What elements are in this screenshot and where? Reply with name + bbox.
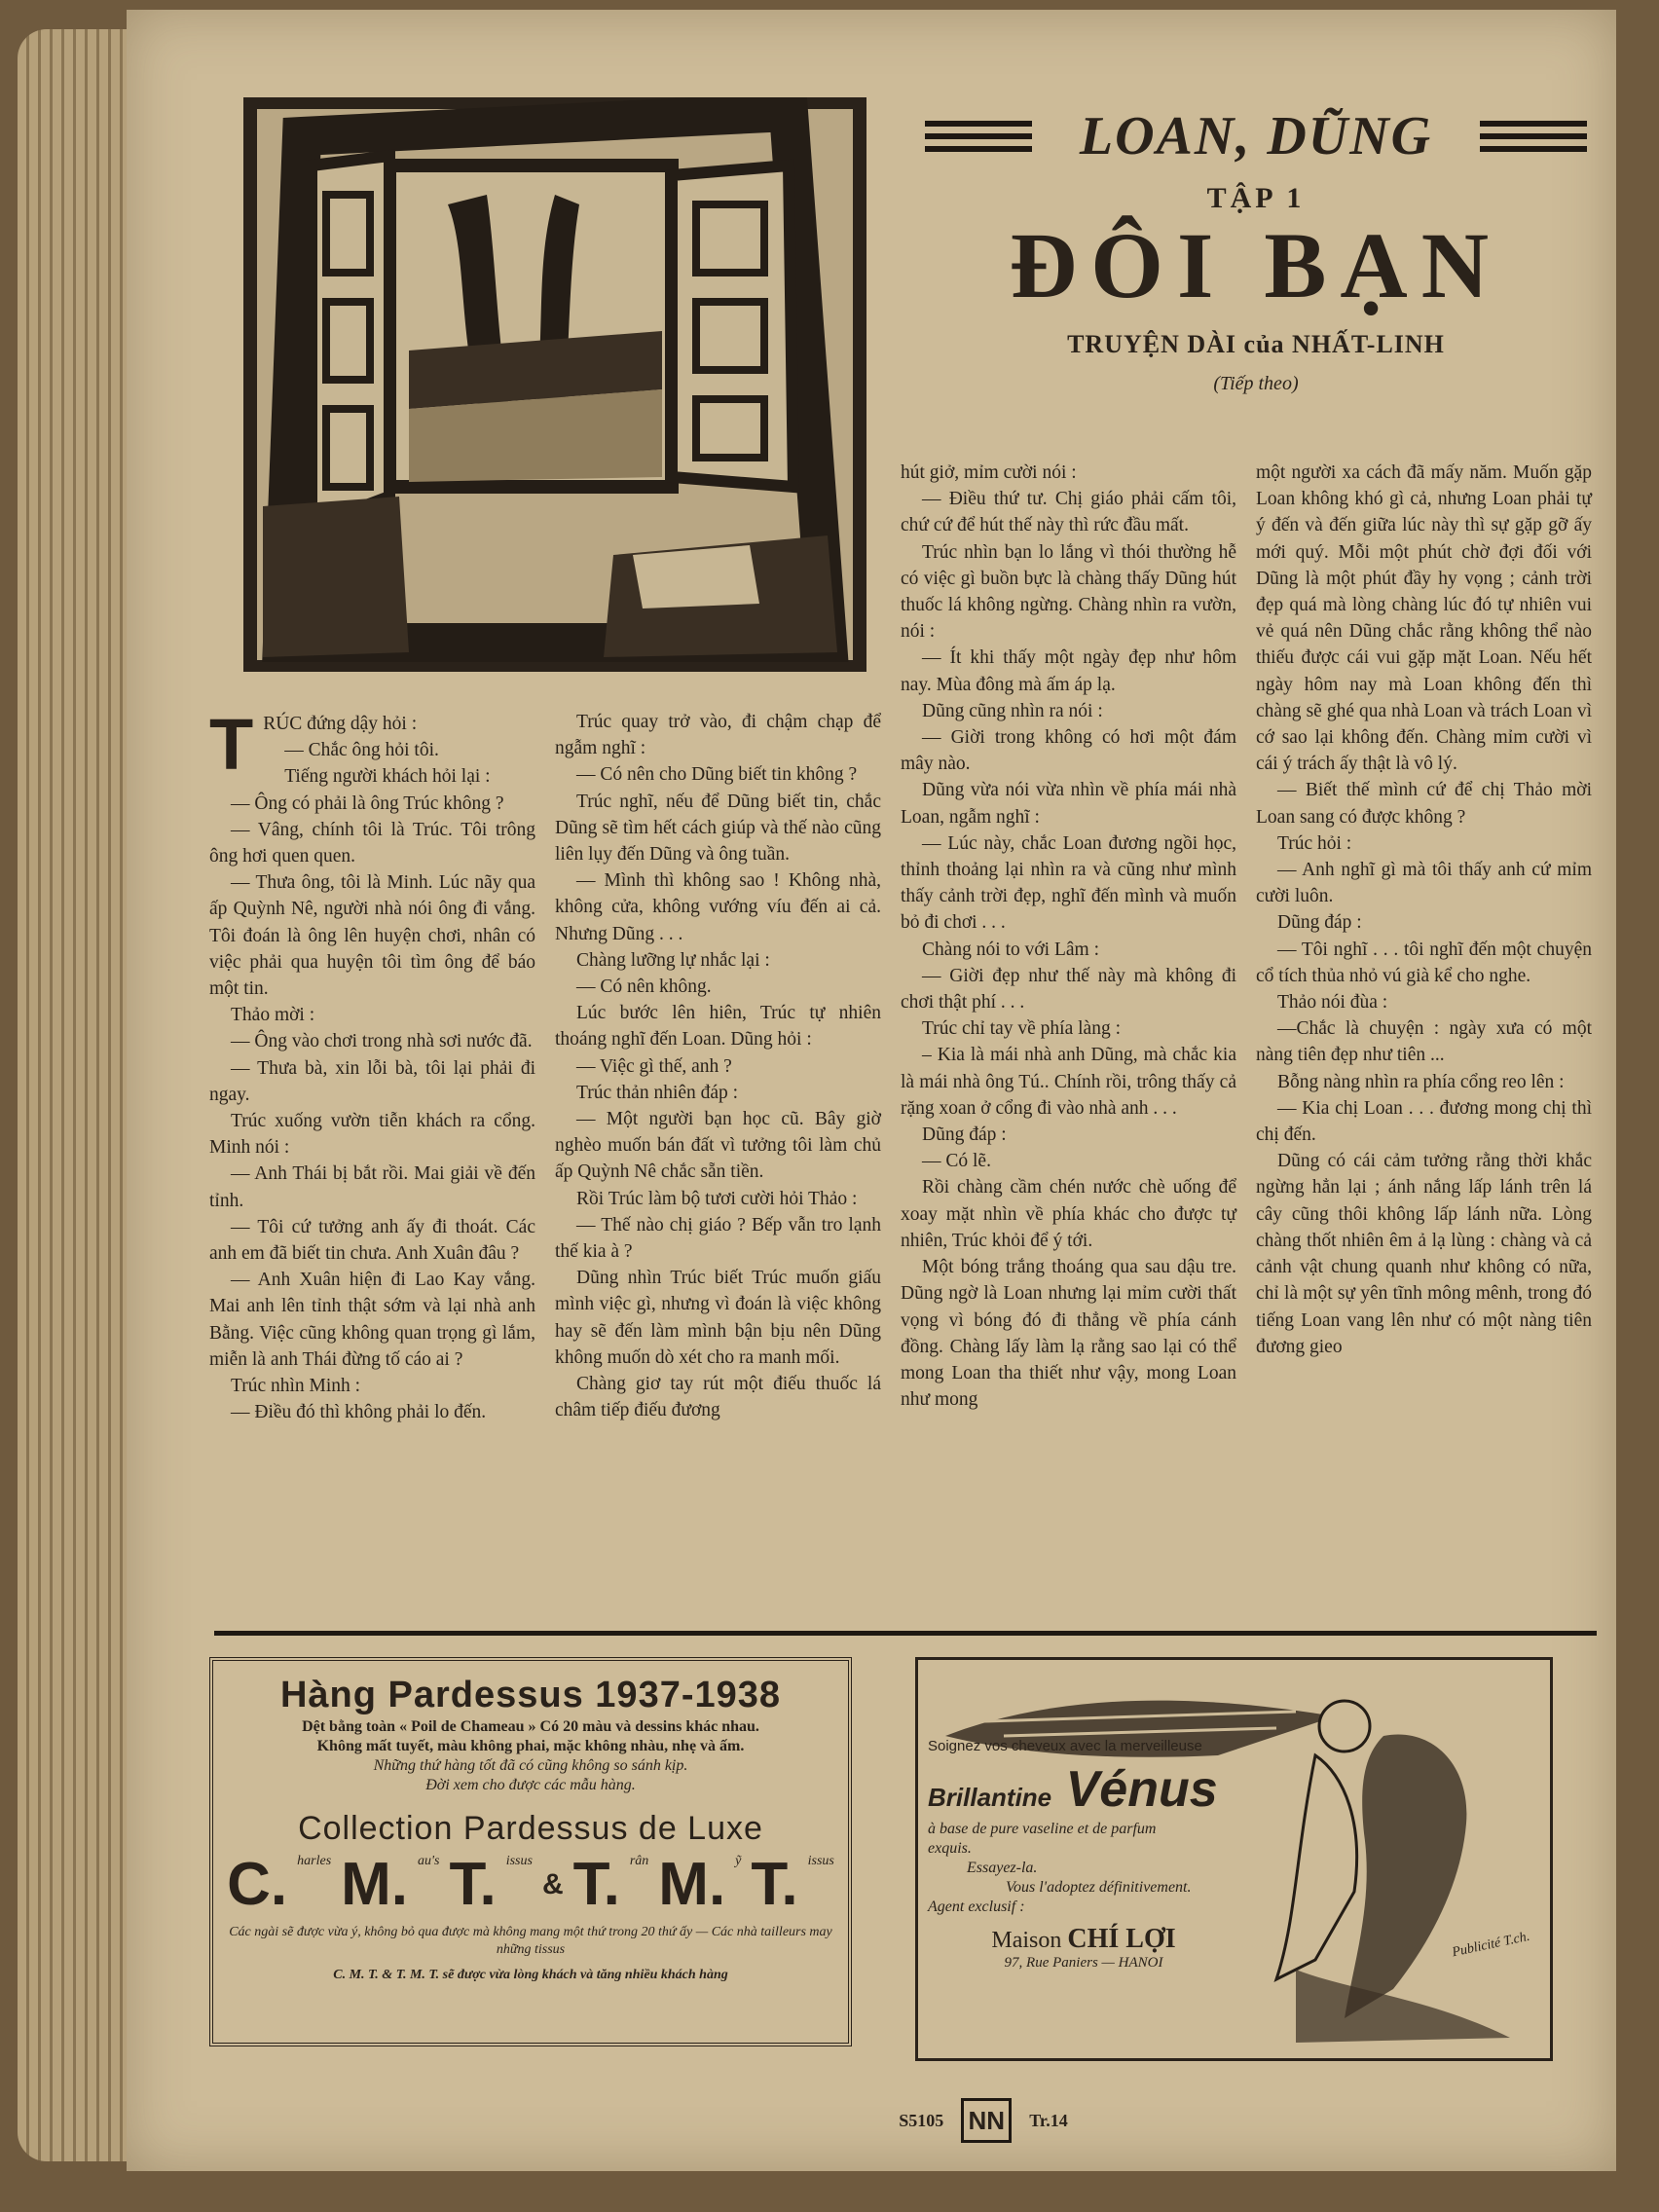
paragraph: Thảo mời :	[231, 1005, 315, 1026]
decorative-rule-left	[925, 114, 1032, 159]
paragraph: Lúc bước lên hiên, Trúc tự nhiên thoáng nghĩ đến Loan. Dũng hỏi :	[555, 1003, 881, 1051]
monogram-sub: harles	[297, 1854, 332, 1868]
ad-address: 97, Rue Paniers — HANOI	[1004, 1955, 1163, 1971]
drop-cap: T	[209, 704, 254, 785]
paragraph: — Lúc này, chắc Loan đương ngồi học, thỉnh thoảng lại nhìn ra và cũng như mình thấy cảnh trời đẹp, nghĩ đến mình và muốn bỏ đi chơi . . .	[901, 832, 1236, 934]
venus-brillantine-advertisement	[915, 1657, 1553, 2061]
paragraph: — Tôi cứ tưởng anh ấy đi thoát. Các anh em đã biết tin chưa. Anh Xuân đâu ?	[209, 1216, 535, 1265]
paragraph: — Việc gì thế, anh ?	[576, 1055, 732, 1077]
paragraph: Dũng cũng nhìn ra nói :	[922, 700, 1103, 721]
brand-word: Vénus	[1065, 1761, 1218, 1818]
brand-prefix: Brillantine	[928, 1783, 1052, 1812]
ad-line: Essayez-la.	[967, 1860, 1038, 1876]
paragraph: Trúc thản nhiên đáp :	[576, 1082, 739, 1103]
paragraph: — Giời trong không có hơi một đám mây nào.	[901, 727, 1236, 775]
paragraph: —Chắc là chuyện : ngày xưa có một nàng tiên đẹp như tiên ...	[1256, 1018, 1592, 1066]
monogram-letter: T.	[572, 1851, 620, 1918]
section-divider	[214, 1631, 1597, 1636]
ad-credit: Publicité T.ch.	[1451, 1929, 1531, 1961]
cmt-monogram	[227, 1851, 834, 1918]
ad-fine-print: Các ngài sẽ được vừa ý, không bỏ qua được mà không mang một thứ trong 20 thứ ấy — Các nhà tailleurs may những tissus	[229, 1925, 832, 1957]
pardessus-advertisement	[209, 1657, 852, 2046]
ad-line: Dệt bằng toàn « Poil de Chameau » Có 20 màu và dessins khác nhau.	[302, 1718, 759, 1735]
paragraph: — Một người bạn học cũ. Bây giờ nghèo muốn bán đất vì tưởng tôi làm chủ ấp Quỳnh Nê chắc sẵn tiền.	[555, 1109, 881, 1183]
text-column-1	[209, 704, 535, 1425]
paragraph: — Vâng, chính tôi là Trúc. Tôi trông ông hơi quen quen.	[209, 819, 535, 867]
text-column-3	[901, 460, 1236, 1413]
paragraph: — Kia chị Loan . . . đương mong chị thì chị đến.	[1256, 1097, 1592, 1146]
paragraph: Bỗng nàng nhìn ra phía cổng reo lên :	[1277, 1071, 1565, 1092]
monogram-letter: T.	[751, 1851, 798, 1918]
monogram-sub: rân	[629, 1854, 649, 1868]
paragraph: Trúc xuống vườn tiễn khách ra cổng. Minh nói :	[209, 1111, 535, 1159]
ad-line: Đời xem cho được các mẫu hàng.	[425, 1777, 636, 1793]
ad-line: Agent exclusif :	[928, 1899, 1025, 1915]
paragraph: Trúc nhìn bạn lo lắng vì thói thường hễ có việc gì buồn bực là chàng thấy Dũng hút thuốc lá không ngừng. Chàng nhìn ra vườn, nói :	[901, 541, 1236, 643]
paragraph: — Ông có phải là ông Trúc không ?	[231, 793, 504, 814]
page-footer	[808, 2098, 1159, 2143]
paragraph: Trúc chỉ tay về phía làng :	[922, 1018, 1121, 1040]
paragraph: Một bóng trắng thoáng qua sau dậu tre. Dũng ngờ là Loan nhưng lại mỉm cười thất vọng vì bóng đó đi thẳng về phía cánh đồng. Chàng lấy làm lạ rằng sao lại có thể mong Loan tha thiết như vậy, mong Loan như mong	[901, 1257, 1236, 1411]
ad-tagline: Soignez vos cheveux avec la merveilleuse	[928, 1738, 1202, 1754]
ad-line: Không mất tuyết, màu không phai, mặc không nhàu, nhẹ và ấm.	[316, 1738, 745, 1754]
paragraph: Dũng vừa nói vừa nhìn về phía mái nhà Loan, ngẫm nghĩ :	[901, 780, 1236, 828]
monogram-letter: M.	[341, 1851, 409, 1918]
paragraph: Dũng nhìn Trúc biết Trúc muốn giấu mình việc gì, nhưng vì đoán là việc không hay sẽ đến làm mình bận bịu nên Dũng không muốn dò xét cho ra manh mối.	[555, 1268, 881, 1368]
paragraph: – Kia là mái nhà anh Dũng, mà chắc kia là mái nhà ông Tú.. Chính rồi, trông thấy cả rặng xoan ở cổng đi vào nhà anh . . .	[901, 1045, 1236, 1119]
monogram-sub: issus	[505, 1854, 533, 1868]
maison-line	[928, 1924, 1239, 1955]
paragraph: — Ít khi thấy một ngày đẹp như hôm nay. Mùa đông mà ấm áp lạ.	[901, 647, 1236, 695]
ad-collection-title: Collection Pardessus de Luxe	[298, 1810, 763, 1847]
paragraph: Chàng giơ tay rút một điếu thuốc lá châm tiếp điếu đương	[555, 1374, 881, 1421]
paragraph: Dũng đáp :	[922, 1124, 1007, 1146]
story-title: ĐÔI BẠN	[1009, 213, 1503, 317]
paragraph: — Điều thứ tư. Chị giáo phải cấm tôi, chứ cứ để hút thế này thì rức đầu mất.	[901, 489, 1236, 536]
maison-name: CHÍ LỢI	[1067, 1924, 1176, 1954]
paragraph: — Có nên cho Dũng biết tin không ?	[576, 764, 858, 786]
paragraph: — Ông vào chơi trong nhà sơi nước đã.	[231, 1031, 533, 1052]
paragraph: — Điều đó thì không phải lo đến.	[231, 1402, 487, 1423]
paragraph: Rồi Trúc làm bộ tươi cười hỏi Thảo :	[576, 1188, 858, 1209]
series-title: LOAN, DŨNG	[1079, 106, 1433, 166]
ad-line: Vous l'adoptez définitivement.	[1006, 1879, 1192, 1896]
paragraph: — Thế nào chị giáo ? Bếp vẫn tro lạnh thế kia à ?	[555, 1214, 881, 1263]
ad-headline: Hàng Pardessus 1937-1938	[279, 1675, 782, 1715]
page-number: Tr.14	[1029, 2110, 1068, 2130]
paragraph: — Thưa bà, xin lỗi bà, tôi lại phải đi ngay.	[209, 1057, 535, 1105]
paragraph: Trúc hỏi :	[1277, 832, 1352, 854]
paragraph: Trúc quay trở vào, đi chậm chạp để ngẫm nghĩ :	[555, 712, 881, 759]
monogram-sub: issus	[807, 1854, 834, 1868]
magazine-page	[127, 10, 1616, 2171]
text-column-4	[1256, 460, 1592, 1360]
paragraph: — Có nên không.	[576, 977, 712, 998]
paragraph: Tiếng người khách hỏi lại :	[284, 766, 491, 788]
paragraph: một người xa cách đã mấy năm. Muốn gặp Loan không khó gì cả, nhưng Loan phải tự ý đến và đến giữa lúc này thì sự gặp gỡ ấy mới quý. Mỗi một phút chờ đợi đối với Dũng là một phút đầy hy vọng ; cảnh trời đẹp quá mà lòng chàng lúc đó tự nhiên vui vẻ quá nên Dũng chắc rằng không thể nào thiếu được cái vui gặp mặt Loan. Nếu hết ngày hôm nay mà Loan không đến thì chàng sẽ ghé qua nhà Loan và trách Loan vì cớ sao lại không đến. Chàng mỉm cười vì cái ý trách ấy thật là vô lý.	[1256, 462, 1592, 775]
paragraph: Chàng nói to với Lâm :	[922, 939, 1100, 960]
brand-name	[928, 1760, 1278, 1819]
paragraph: — Mình thì không sao ! Không nhà, không cửa, không vướng víu đến ai cả. Nhưng Dũng . . .	[555, 870, 881, 944]
issue-number: S5105	[899, 2110, 944, 2130]
monogram-letter: &	[541, 1868, 564, 1900]
paragraph: Thảo nói đùa :	[1277, 992, 1388, 1014]
paragraph: — Giời đẹp như thế này mà không đi chơi thật phí . . .	[901, 965, 1236, 1014]
ad-fine-print: C. M. T. & T. M. T. sẽ được vừa lòng khách và tăng nhiều khách hàng	[333, 1968, 728, 1982]
paragraph: — Có lẽ.	[922, 1151, 991, 1172]
paragraph: Chàng lưỡng lự nhắc lại :	[576, 949, 770, 971]
ad-line: à base de pure vaseline et de parfum	[928, 1821, 1157, 1837]
paragraph: RÚC đứng dậy hỏi :	[263, 714, 418, 734]
ad-line: Những thứ hàng tốt đã có cũng không so sánh kịp.	[373, 1757, 688, 1774]
volume-label: TẬP 1	[1206, 182, 1306, 214]
paragraph: — Chắc ông hỏi tôi.	[284, 740, 439, 761]
paragraph: — Tôi nghĩ . . . tôi nghĩ đến một chuyện cổ tích thủa nhỏ vú già kể cho nghe.	[1256, 939, 1592, 986]
paragraph: — Biết thế mình cứ để chị Thảo mời Loan sang có được không ?	[1256, 780, 1592, 828]
continued-label: (Tiếp theo)	[1213, 373, 1299, 394]
story-title-block	[925, 92, 1587, 424]
magazine-logo: NN	[961, 2098, 1012, 2143]
paragraph: — Thưa ông, tôi là Minh. Lúc nãy qua ấp Quỳnh Nê, người nhà nói ông đi vắng. Tôi đoán là ông lên huyện chơi, nhân có việc phải qua huyện tôi tìm ông để báo một tin.	[209, 872, 535, 1000]
paragraph: — Anh nghĩ gì mà tôi thấy anh cứ mỉm cười luôn.	[1256, 860, 1592, 907]
ad-line: exquis.	[928, 1840, 972, 1857]
maison-label: Maison	[991, 1928, 1062, 1953]
paragraph: Trúc nhìn Minh :	[231, 1376, 361, 1397]
paragraph: — Anh Thái bị bắt rồi. Mai giải về đến tỉnh.	[209, 1163, 535, 1211]
monogram-letter: C.	[227, 1851, 288, 1918]
text-column-2	[555, 709, 881, 1423]
monogram-sub: au's	[418, 1854, 440, 1868]
paragraph: Dũng đáp :	[1277, 912, 1362, 934]
byline: TRUYỆN DÀI của NHẤT-LINH	[1067, 330, 1445, 358]
paragraph: — Anh Xuân hiện đi Lao Kay vắng. Mai anh lên tỉnh thật sớm và lại nhà anh Bằng. Việc cũng không quan trọng gì lắm, miễn là anh Thái đừng tố cáo ai ?	[209, 1270, 535, 1370]
paragraph: Rồi chàng cầm chén nước chè uống để xoay mặt nhìn về phía khác cho được tự nhiên, Trúc khỏi để ý tới.	[901, 1177, 1236, 1251]
window-woodcut-illustration	[243, 97, 866, 672]
decorative-rule-right	[1480, 114, 1587, 159]
monogram-letter: T.	[449, 1851, 497, 1918]
paragraph: Dũng có cái cảm tưởng rằng thời khắc ngừng hẳn lại ; ánh nắng lấp lánh trên lá cây cũng thôi không lấp lánh nữa. Lòng chàng thốt nhiên êm ả lạ lùng : chàng và cả cảnh vật chung quanh như không có nữa, chỉ là một sự yên tĩnh mông mênh, trong đó tiếng Loan vang lên như có một nàng tiên đương gieo	[1256, 1151, 1592, 1357]
monogram-letter: M.	[658, 1851, 726, 1918]
paragraph: hút giở, mỉm cười nói :	[901, 462, 1077, 483]
monogram-sub: ỹ	[735, 1854, 742, 1868]
paragraph: Trúc nghĩ, nếu để Dũng biết tin, chắc Dũng sẽ tìm hết cách giúp và thế nào cũng liên lụy đến Dũng và ông tuần.	[555, 791, 881, 866]
